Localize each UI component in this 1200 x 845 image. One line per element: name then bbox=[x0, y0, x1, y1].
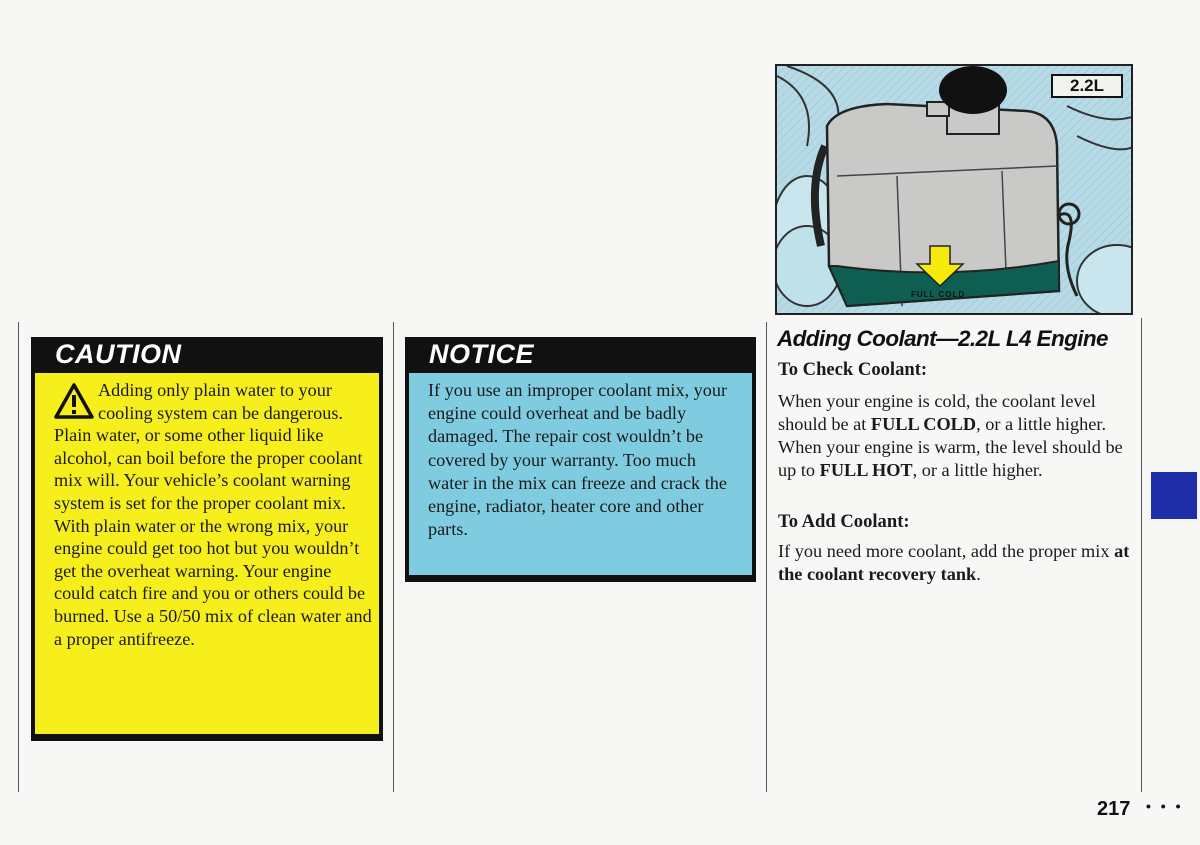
engine-compartment-drawing bbox=[777, 66, 1133, 315]
notice-heading: NOTICE bbox=[429, 339, 535, 369]
page-dots: • • • bbox=[1146, 798, 1184, 814]
caution-heading: CAUTION bbox=[55, 339, 182, 369]
check-coolant-heading: To Check Coolant: bbox=[778, 359, 928, 380]
full-cold-mark: FULL COLD bbox=[911, 290, 966, 299]
coolant-tank-illustration bbox=[775, 64, 1133, 315]
section-title: Adding Coolant—2.2L L4 Engine bbox=[777, 326, 1108, 351]
page-number: 217 bbox=[1097, 798, 1131, 820]
caution-body bbox=[35, 373, 379, 734]
column-rule-middle bbox=[393, 322, 394, 792]
caution-text: Adding only plain water to your cooling system can be dangerous. Plain water, or some other liquid like alcohol, can boil before the proper coolant mix will. Your vehicle’s coolant warning system is set for the proper coolant mix. With plain water or the wrong mix, your engine could get too hot but you wouldn’t get the overheat warning. Your engine could catch fire and you or others could be burned. Use a 50/50 mix of clean water and a proper antifreeze. bbox=[54, 380, 372, 649]
caution-box bbox=[31, 337, 383, 741]
column-rule-edge bbox=[1141, 318, 1142, 792]
notice-text: If you use an improper coolant mix, your engine could overheat and be badly damaged. The repair cost wouldn’t be covered by your warranty. Too much water in the mix can freeze and crack the engine, radiator, heater core and other parts. bbox=[428, 380, 728, 540]
notice-body bbox=[409, 373, 752, 575]
column-rule-right bbox=[766, 322, 767, 792]
column-rule-left bbox=[18, 322, 19, 792]
warning-triangle-icon bbox=[54, 383, 94, 419]
notice-box bbox=[405, 337, 756, 582]
add-coolant-heading: To Add Coolant: bbox=[778, 511, 910, 532]
section-tab-marker bbox=[1151, 472, 1197, 519]
engine-size-label: 2.2L bbox=[1051, 74, 1123, 98]
caution-text-block bbox=[54, 379, 374, 650]
check-coolant-text: When your engine is cold, the coolant level should be at FULL COLD, or a little higher. When your engine is warm, the level should be up to FULL HOT, or a little higher. bbox=[778, 391, 1123, 480]
add-coolant-text: If you need more coolant, add the proper mix at the coolant recovery tank. bbox=[778, 541, 1130, 584]
